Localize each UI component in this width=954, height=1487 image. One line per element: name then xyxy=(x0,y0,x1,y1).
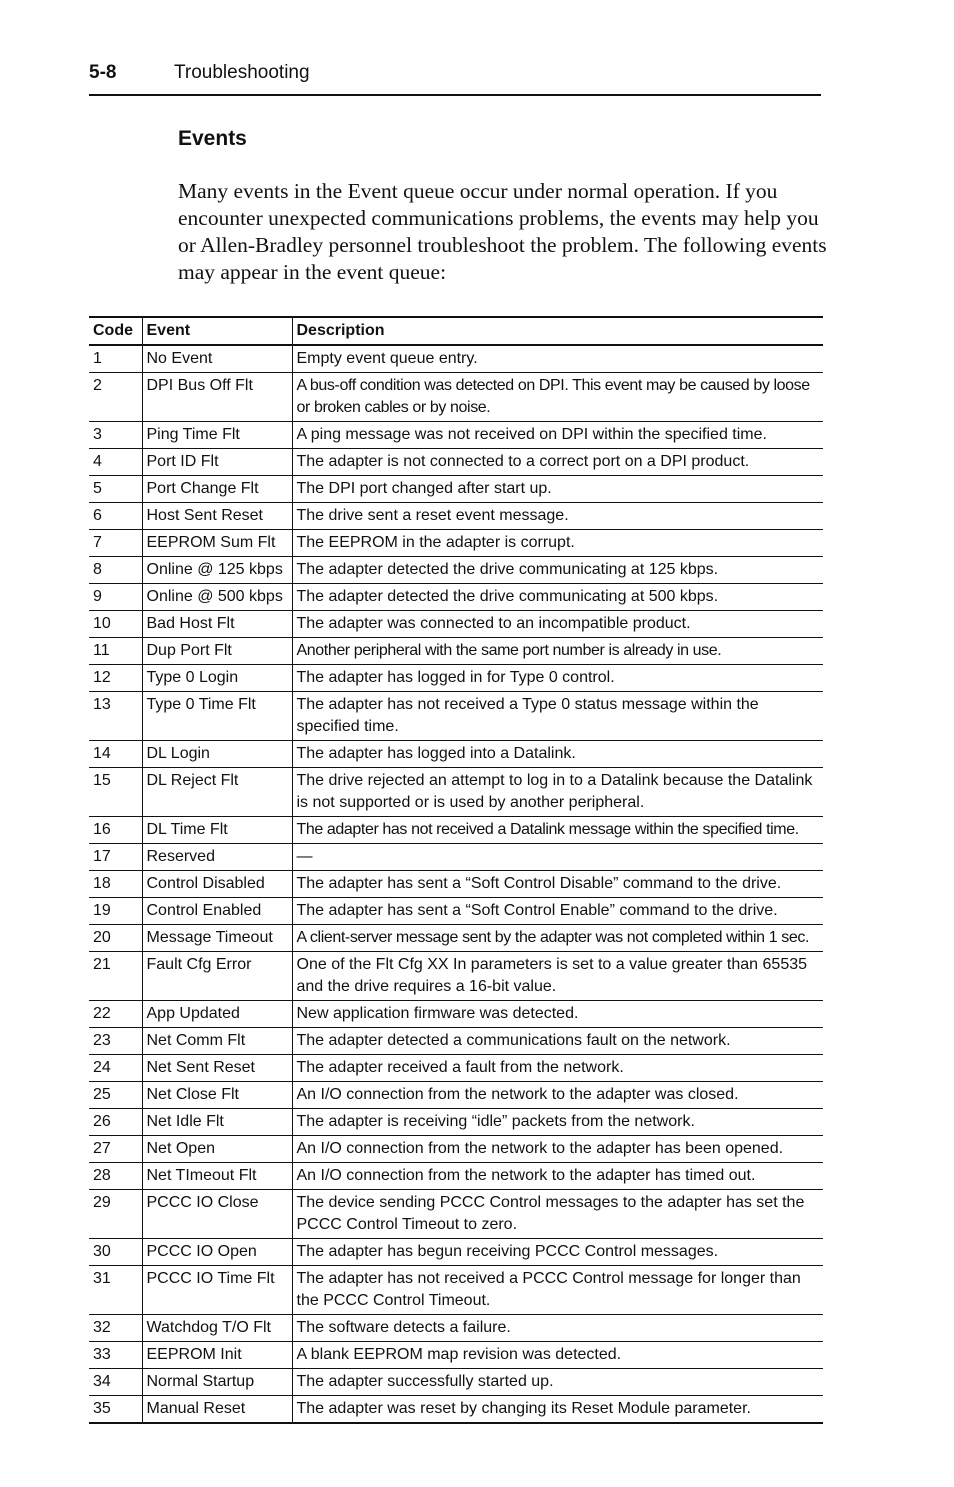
event-cell: Watchdog T/O Flt xyxy=(142,1315,292,1342)
event-cell: Net Close Flt xyxy=(142,1082,292,1109)
description-cell: The adapter was reset by changing its Reset Module parameter. xyxy=(292,1396,823,1424)
chapter-title: Troubleshooting xyxy=(174,62,310,83)
table-row xyxy=(89,871,823,898)
description-cell: An I/O connection from the network to the adapter was closed. xyxy=(292,1082,823,1109)
description-cell: A ping message was not received on DPI within the specified time. xyxy=(292,422,823,449)
table-row xyxy=(89,611,823,638)
table-row xyxy=(89,1163,823,1190)
column-header-description: Description xyxy=(292,317,823,345)
description-cell: The software detects a failure. xyxy=(292,1315,823,1342)
event-cell: Control Enabled xyxy=(142,898,292,925)
event-cell: Fault Cfg Error xyxy=(142,952,292,1001)
code-cell: 3 xyxy=(89,422,142,449)
description-cell: The adapter has not received a Datalink message within the specified time. xyxy=(292,817,823,844)
page-number: 5-8 xyxy=(89,62,117,83)
event-cell: Control Disabled xyxy=(142,871,292,898)
description-cell: The drive sent a reset event message. xyxy=(292,503,823,530)
table-row xyxy=(89,1342,823,1369)
table-row xyxy=(89,817,823,844)
code-cell: 33 xyxy=(89,1342,142,1369)
code-cell: 10 xyxy=(89,611,142,638)
table-row xyxy=(89,1190,823,1239)
code-cell: 18 xyxy=(89,871,142,898)
event-cell: Bad Host Flt xyxy=(142,611,292,638)
description-cell: The adapter has not received a PCCC Control message for longer than the PCCC Control Timeout. xyxy=(292,1266,823,1315)
description-cell: An I/O connection from the network to the adapter has been opened. xyxy=(292,1136,823,1163)
table-row xyxy=(89,1001,823,1028)
events-table-body xyxy=(89,345,823,1423)
description-cell: The adapter has logged into a Datalink. xyxy=(292,741,823,768)
column-header-code: Code xyxy=(89,317,142,345)
table-row xyxy=(89,449,823,476)
table-row xyxy=(89,1315,823,1342)
event-cell: Online @ 500 kbps xyxy=(142,584,292,611)
table-row xyxy=(89,1239,823,1266)
code-cell: 25 xyxy=(89,1082,142,1109)
table-row xyxy=(89,1396,823,1424)
table-row xyxy=(89,584,823,611)
code-cell: 19 xyxy=(89,898,142,925)
code-cell: 27 xyxy=(89,1136,142,1163)
description-cell: The adapter received a fault from the network. xyxy=(292,1055,823,1082)
code-cell: 8 xyxy=(89,557,142,584)
description-cell: A client-server message sent by the adapter was not completed within 1 sec. xyxy=(292,925,823,952)
code-cell: 32 xyxy=(89,1315,142,1342)
page-header xyxy=(89,60,821,96)
code-cell: 5 xyxy=(89,476,142,503)
event-cell: Normal Startup xyxy=(142,1369,292,1396)
description-cell: Empty event queue entry. xyxy=(292,345,823,373)
code-cell: 14 xyxy=(89,741,142,768)
table-row xyxy=(89,1136,823,1163)
code-cell: 28 xyxy=(89,1163,142,1190)
table-row xyxy=(89,1055,823,1082)
event-cell: DPI Bus Off Flt xyxy=(142,373,292,422)
table-row xyxy=(89,530,823,557)
event-cell: DL Login xyxy=(142,741,292,768)
table-row xyxy=(89,844,823,871)
description-cell: The adapter has sent a “Soft Control Disable” command to the drive. xyxy=(292,871,823,898)
description-cell: The adapter is receiving “idle” packets from the network. xyxy=(292,1109,823,1136)
code-cell: 6 xyxy=(89,503,142,530)
event-cell: No Event xyxy=(142,345,292,373)
code-cell: 35 xyxy=(89,1396,142,1424)
description-cell: — xyxy=(292,844,823,871)
code-cell: 26 xyxy=(89,1109,142,1136)
event-cell: Net Open xyxy=(142,1136,292,1163)
description-cell: New application firmware was detected. xyxy=(292,1001,823,1028)
code-cell: 16 xyxy=(89,817,142,844)
description-cell: Another peripheral with the same port number is already in use. xyxy=(292,638,823,665)
table-row xyxy=(89,422,823,449)
event-cell: App Updated xyxy=(142,1001,292,1028)
code-cell: 23 xyxy=(89,1028,142,1055)
description-cell: The adapter has begun receiving PCCC Control messages. xyxy=(292,1239,823,1266)
table-row xyxy=(89,1266,823,1315)
table-row xyxy=(89,1369,823,1396)
event-cell: Port ID Flt xyxy=(142,449,292,476)
column-header-event: Event xyxy=(142,317,292,345)
event-cell: Net Sent Reset xyxy=(142,1055,292,1082)
event-cell: PCCC IO Open xyxy=(142,1239,292,1266)
events-table xyxy=(89,316,823,1424)
description-cell: The adapter has logged in for Type 0 control. xyxy=(292,665,823,692)
description-cell: An I/O connection from the network to the adapter has timed out. xyxy=(292,1163,823,1190)
event-cell: PCCC IO Time Flt xyxy=(142,1266,292,1315)
code-cell: 34 xyxy=(89,1369,142,1396)
code-cell: 9 xyxy=(89,584,142,611)
table-row xyxy=(89,503,823,530)
event-cell: Net Idle Flt xyxy=(142,1109,292,1136)
table-row xyxy=(89,345,823,373)
table-row xyxy=(89,692,823,741)
table-row xyxy=(89,1082,823,1109)
description-cell: A bus-off condition was detected on DPI. This event may be caused by loose or broken cables or by noise. xyxy=(292,373,823,422)
table-row xyxy=(89,373,823,422)
table-row xyxy=(89,898,823,925)
event-cell: Host Sent Reset xyxy=(142,503,292,530)
table-row xyxy=(89,1109,823,1136)
event-cell: EEPROM Init xyxy=(142,1342,292,1369)
code-cell: 20 xyxy=(89,925,142,952)
event-cell: Type 0 Login xyxy=(142,665,292,692)
code-cell: 11 xyxy=(89,638,142,665)
description-cell: The adapter detected the drive communicating at 125 kbps. xyxy=(292,557,823,584)
event-cell: Port Change Flt xyxy=(142,476,292,503)
code-cell: 24 xyxy=(89,1055,142,1082)
description-cell: The drive rejected an attempt to log in to a Datalink because the Datalink is not supported or is used by another peripheral. xyxy=(292,768,823,817)
event-cell: Online @ 125 kbps xyxy=(142,557,292,584)
description-cell: The DPI port changed after start up. xyxy=(292,476,823,503)
event-cell: Type 0 Time Flt xyxy=(142,692,292,741)
description-cell: The device sending PCCC Control messages to the adapter has set the PCCC Control Timeout to zero. xyxy=(292,1190,823,1239)
code-cell: 30 xyxy=(89,1239,142,1266)
event-cell: Manual Reset xyxy=(142,1396,292,1424)
table-row xyxy=(89,768,823,817)
table-row xyxy=(89,1028,823,1055)
event-cell: Reserved xyxy=(142,844,292,871)
code-cell: 2 xyxy=(89,373,142,422)
description-cell: The adapter successfully started up. xyxy=(292,1369,823,1396)
code-cell: 31 xyxy=(89,1266,142,1315)
code-cell: 15 xyxy=(89,768,142,817)
section-title: Events xyxy=(178,127,247,150)
description-cell: The EEPROM in the adapter is corrupt. xyxy=(292,530,823,557)
description-cell: One of the Flt Cfg XX In parameters is set to a value greater than 65535 and the drive requires a 16-bit value. xyxy=(292,952,823,1001)
description-cell: The adapter detected the drive communicating at 500 kbps. xyxy=(292,584,823,611)
event-cell: Net Comm Flt xyxy=(142,1028,292,1055)
code-cell: 17 xyxy=(89,844,142,871)
code-cell: 4 xyxy=(89,449,142,476)
table-header-row xyxy=(89,317,823,345)
description-cell: A blank EEPROM map revision was detected. xyxy=(292,1342,823,1369)
table-row xyxy=(89,476,823,503)
table-row xyxy=(89,638,823,665)
event-cell: Net TImeout Flt xyxy=(142,1163,292,1190)
event-cell: Message Timeout xyxy=(142,925,292,952)
code-cell: 1 xyxy=(89,345,142,373)
code-cell: 13 xyxy=(89,692,142,741)
table-row xyxy=(89,741,823,768)
event-cell: PCCC IO Close xyxy=(142,1190,292,1239)
event-cell: EEPROM Sum Flt xyxy=(142,530,292,557)
table-row xyxy=(89,925,823,952)
code-cell: 12 xyxy=(89,665,142,692)
event-cell: Dup Port Flt xyxy=(142,638,292,665)
code-cell: 21 xyxy=(89,952,142,1001)
description-cell: The adapter was connected to an incompatible product. xyxy=(292,611,823,638)
description-cell: The adapter is not connected to a correct port on a DPI product. xyxy=(292,449,823,476)
description-cell: The adapter detected a communications fault on the network. xyxy=(292,1028,823,1055)
intro-paragraph: Many events in the Event queue occur under normal operation. If you encounter unexpected communications problems, the events may help you or Allen-Bradley personnel troubleshoot the problem. The following events may appear in the event queue: xyxy=(178,179,827,284)
code-cell: 29 xyxy=(89,1190,142,1239)
code-cell: 7 xyxy=(89,530,142,557)
code-cell: 22 xyxy=(89,1001,142,1028)
event-cell: Ping Time Flt xyxy=(142,422,292,449)
event-cell: DL Time Flt xyxy=(142,817,292,844)
description-cell: The adapter has not received a Type 0 status message within the specified time. xyxy=(292,692,823,741)
event-cell: DL Reject Flt xyxy=(142,768,292,817)
table-row xyxy=(89,665,823,692)
table-row xyxy=(89,952,823,1001)
description-cell: The adapter has sent a “Soft Control Enable” command to the drive. xyxy=(292,898,823,925)
table-row xyxy=(89,557,823,584)
